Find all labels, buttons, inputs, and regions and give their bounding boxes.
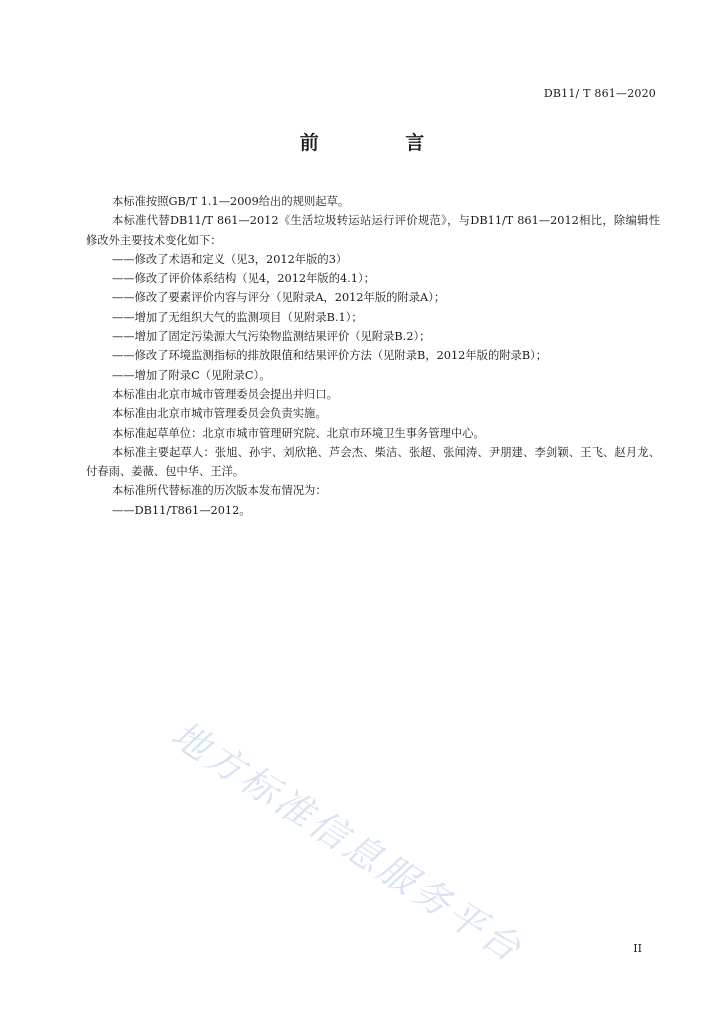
- paragraph-history-intro: 本标准所代替标准的历次版本发布情况为：: [112, 484, 327, 498]
- foreword-body: [86, 192, 660, 520]
- change-item: ——修改了术语和定义（见3，2012年版的3）: [112, 252, 348, 266]
- change-item: ——增加了固定污染源大气污染物监测结果评价（见附录B.2）；: [112, 330, 431, 344]
- paragraph-drafters: 本标准主要起草人：张旭、孙宇、刘欣艳、芦会杰、柴洁、张超、张闻涛、尹朋建、李剑颖、王飞、赵月龙、付春雨、姜薇、包中华、王洋。: [86, 445, 660, 479]
- page-title: 前 言: [299, 132, 465, 154]
- change-item: ——增加了无组织大气的监测项目（见附录B.1）；: [112, 310, 363, 324]
- paragraph-replacement: 本标准代替DB11/T 861—2012《生活垃圾转运站运行评价规范》，与DB11/T 861—2012相比，除编辑性修改外主要技术变化如下：: [86, 214, 660, 247]
- document-code-header: DB11/ T 861—2020: [543, 87, 656, 100]
- paragraph-proposer: 本标准由北京市城市管理委员会提出并归口。: [112, 387, 338, 401]
- change-item: ——修改了评价体系结构（见4，2012年版的4.1）；: [112, 272, 375, 286]
- history-item: ——DB11/T861—2012。: [112, 503, 251, 517]
- change-item: ——修改了环境监测指标的排放限值和结果评价方法（见附录B，2012年版的附录B）；: [112, 349, 548, 363]
- paragraph-implementer: 本标准由北京市城市管理委员会负责实施。: [112, 407, 327, 421]
- change-item: ——增加了附录C（见附录C）。: [112, 368, 271, 382]
- paragraph-drafting-units: 本标准起草单位：北京市城市管理研究院、北京市环境卫生事务管理中心。: [112, 426, 485, 440]
- changes-list: [86, 250, 660, 385]
- page-number: II: [633, 942, 642, 955]
- paragraph-drafting-rules: 本标准按照GB/T 1.1—2009给出的规则起草。: [112, 195, 350, 208]
- change-item: ——修改了要素评价内容与评分（见附录A，2012年版的附录A）；: [112, 291, 446, 305]
- watermark-text: 地方标准信息服务平台: [163, 712, 531, 972]
